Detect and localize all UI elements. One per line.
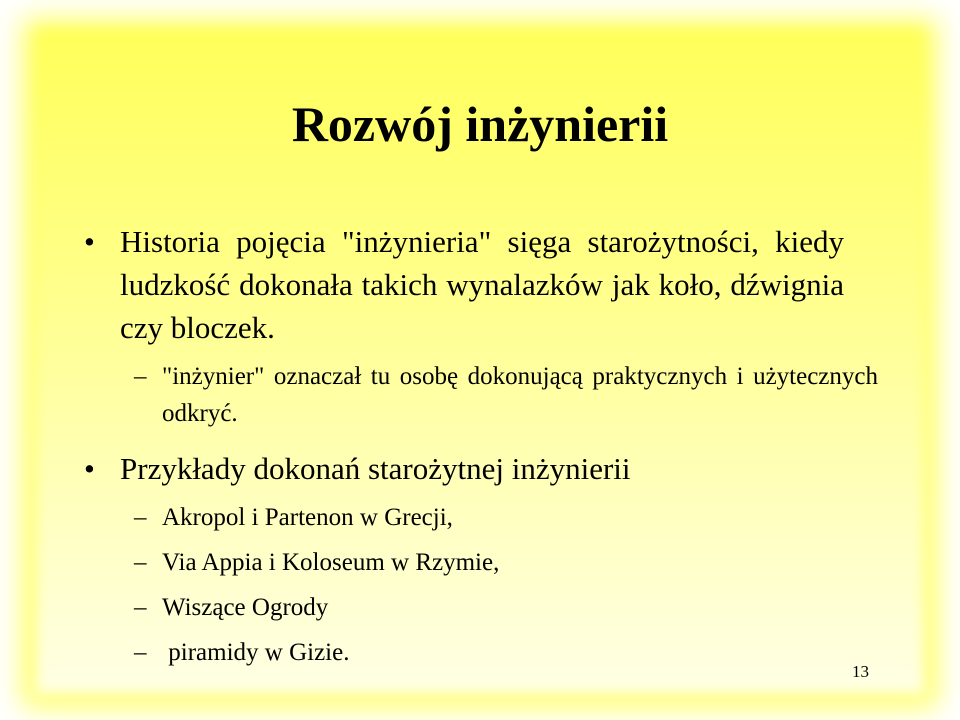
- subitem-mark: –: [134, 639, 147, 666]
- subitem-mark: –: [134, 504, 147, 531]
- subitem-via-appia: [134, 544, 878, 581]
- bullet-examples: [84, 447, 844, 490]
- subitem-acropolis: [134, 499, 878, 536]
- subitem-mark: –: [134, 549, 147, 576]
- bullet-text: Historia pojęcia "inżynieria" sięga starożytności, kiedy ludzkość dokonała takich wynalazków jak koło, dźwignia czy bloczek.: [120, 224, 844, 345]
- bullet-history: [84, 220, 844, 349]
- subitem-text: piramidy w Gizie.: [162, 639, 350, 666]
- slide-title: Rozwój inżynierii: [291, 96, 669, 152]
- bullet-mark: •: [84, 224, 95, 259]
- subitem-mark: –: [134, 594, 147, 621]
- bullet-text: Przykłady dokonań starożytnej inżynierii: [120, 451, 631, 486]
- subitem-hanging-gardens: [134, 589, 878, 626]
- subitem-text: Akropol i Partenon w Grecji,: [162, 504, 453, 531]
- page-number: 13: [852, 662, 869, 681]
- subitem-text: "inżynier" oznaczał tu osobę dokonującą praktycznych i użytecznych odkryć.: [162, 363, 878, 427]
- subitem-mark: –: [134, 363, 147, 390]
- subitem-text: Wiszące Ogrody: [162, 594, 329, 621]
- subitem-engineer-meaning: [134, 358, 878, 432]
- bullet-mark: •: [84, 451, 95, 486]
- subitem-text: Via Appia i Koloseum w Rzymie,: [162, 549, 500, 576]
- subitem-pyramids: [134, 634, 878, 671]
